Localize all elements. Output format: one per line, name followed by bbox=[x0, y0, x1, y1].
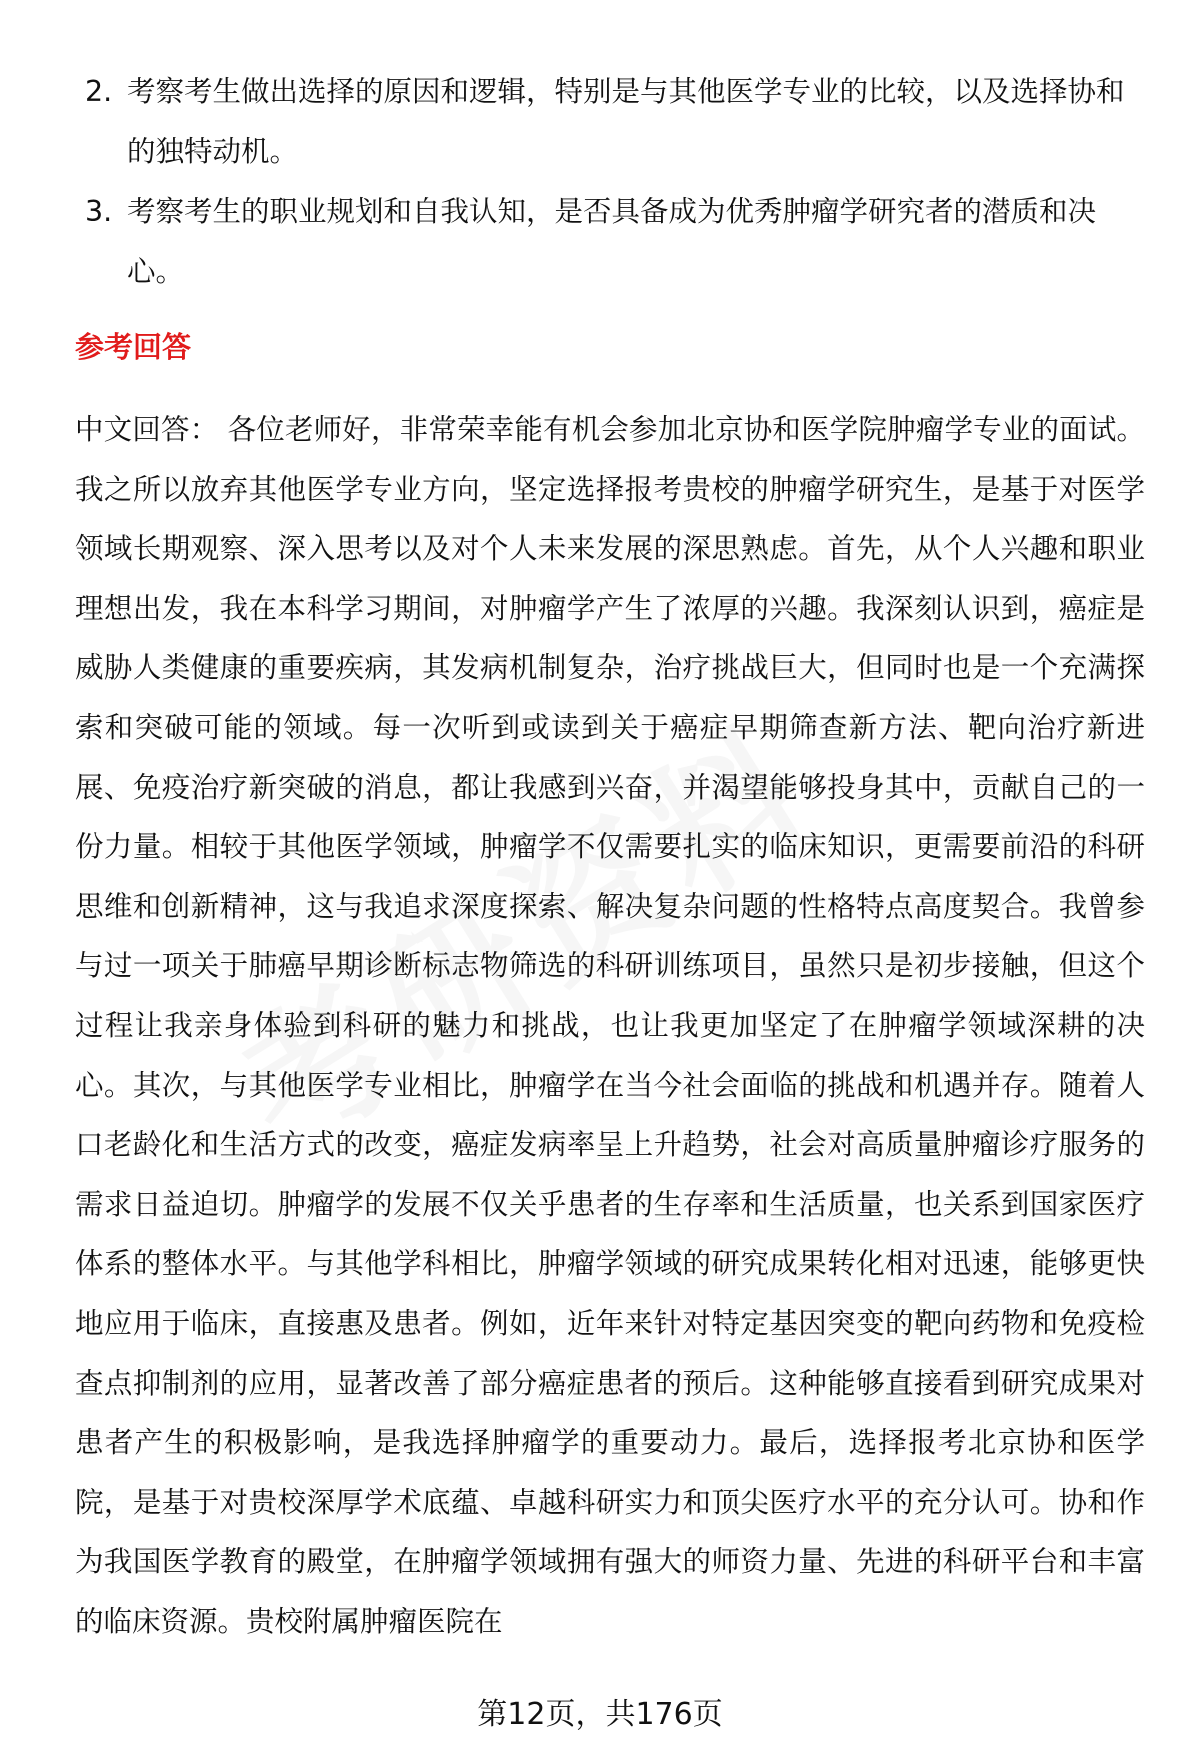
list-item bbox=[75, 182, 1145, 302]
answer-paragraph: 中文回答： 各位老师好，非常荣幸能有机会参加北京协和医学院肿瘤学专业的面试。我之所以放弃其他医学专业方向，坚定选择报考贵校的肿瘤学研究生，是基于对医学领域长期观察、深入思考以及对个人未来发展的深思熟虑。首先，从个人兴趣和职业理想出发，我在本科学习期间，对肿瘤学产生了浓厚的兴趣。我深刻认识到，癌症是威胁人类健康的重要疾病，其发病机制复杂，治疗挑战巨大，但同时也是一个充满探索和突破可能的领域。每一次听到或读到关于癌症早期筛查新方法、靶向治疗新进展、免疫治疗新突破的消息，都让我感到兴奋，并渴望能够投身其中，贡献自己的一份力量。相较于其他医学领域，肿瘤学不仅需要扎实的临床知识，更需要前沿的科研思维和创新精神，这与我追求深度探索、解决复杂问题的性格特点高度契合。我曾参与过一项关于肺癌早期诊断标志物筛选的科研训练项目，虽然只是初步接触，但这个过程让我亲身体验到科研的魅力和挑战，也让我更加坚定了在肿瘤学领域深耕的决心。其次，与其他医学专业相比，肿瘤学在当今社会面临的挑战和机遇并存。随着人口老龄化和生活方式的改变，癌症发病率呈上升趋势，社会对高质量肿瘤诊疗服务的需求日益迫切。肿瘤学的发展不仅关乎患者的生存率和生活质量，也关系到国家医疗体系的整体水平。与其他学科相比，肿瘤学领域的研究成果转化相对迅速，能够更快地应用于临床，直接惠及患者。例如，近年来针对特定基因突变的靶向药物和免疫检查点抑制剂的应用，显著改善了部分癌症患者的预后。这种能够直接看到研究成果对患者产生的积极影响，是我选择肿瘤学的重要动力。最后，选择报考北京协和医学院，是基于对贵校深厚学术底蕴、卓越科研实力和顶尖医疗水平的充分认可。协和作为我国医学教育的殿堂，在肿瘤学领域拥有强大的师资力量、先进的科研平台和丰富的临床资源。贵校附属肿瘤医院在 bbox=[75, 413, 1145, 1638]
section-heading: 参考回答 bbox=[75, 330, 192, 364]
list-item-number: 3. bbox=[85, 195, 113, 228]
list-item-text: 考察考生的职业规划和自我认知，是否具备成为优秀肿瘤学研究者的潜质和决心。 bbox=[127, 195, 1097, 288]
page-number: 第12页，共176页 bbox=[477, 1697, 723, 1732]
list-item-number: 2. bbox=[85, 75, 113, 108]
list-item-text: 考察考生做出选择的原因和逻辑，特别是与其他医学专业的比较，以及选择协和的独特动机。 bbox=[127, 75, 1125, 168]
list-item bbox=[75, 62, 1145, 182]
criteria-list bbox=[75, 62, 1145, 302]
